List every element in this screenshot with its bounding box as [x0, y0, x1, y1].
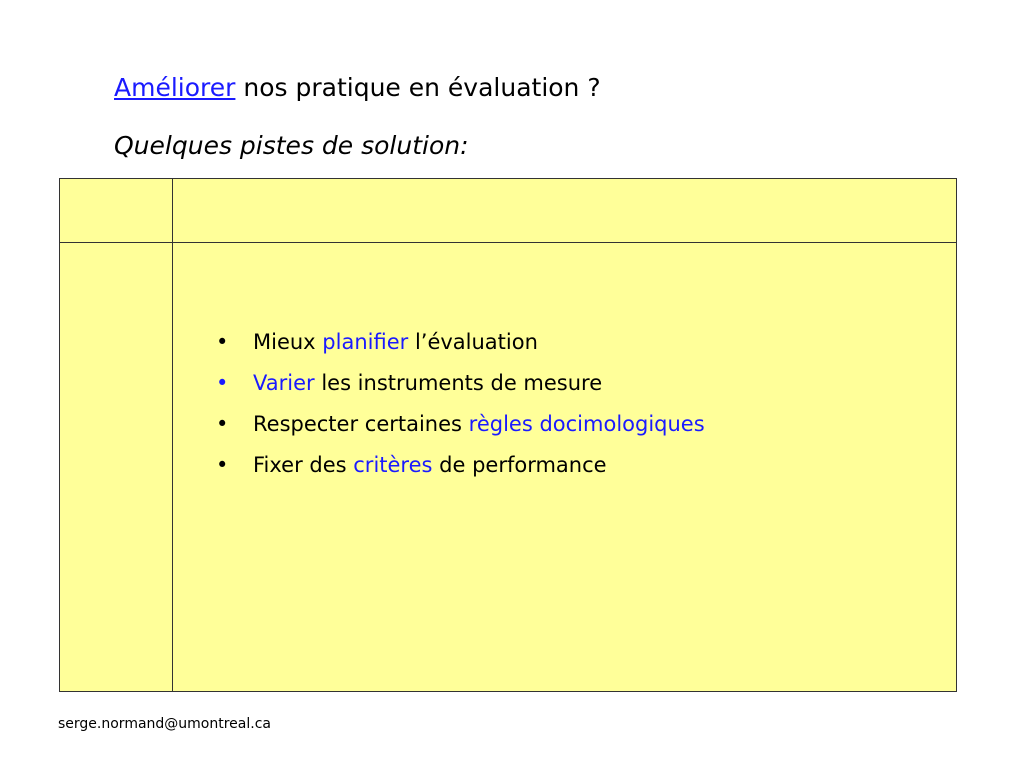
bullet-item: [216, 445, 705, 486]
bullet-text-post: les instruments de mesure: [314, 371, 603, 395]
bullet-icon: •: [216, 371, 229, 395]
bullet-icon: •: [216, 453, 229, 477]
title-link-word[interactable]: Améliorer: [114, 73, 236, 102]
bullet-text-post: l’évaluation: [408, 330, 538, 354]
bullet-icon: •: [216, 330, 229, 354]
title-rest: nos pratique en évaluation ?: [235, 73, 601, 102]
bullet-highlight: planifier: [322, 330, 409, 354]
footer-email: serge.normand@umontreal.ca: [58, 716, 271, 732]
slide-subtitle: Quelques pistes de solution:: [114, 131, 469, 160]
slide-title: [114, 73, 601, 103]
bullet-text-pre: Fixer des: [253, 453, 354, 477]
bullet-highlight: critères: [353, 453, 433, 477]
bullet-item: [216, 363, 705, 404]
bullet-text-pre: Mieux: [253, 330, 323, 354]
table-row-divider: [60, 242, 956, 243]
bullet-list: [216, 322, 705, 486]
bullet-item: [216, 322, 705, 363]
table-column-divider: [172, 179, 173, 691]
bullet-text-pre: Respecter certaines: [253, 412, 469, 436]
bullet-highlight: Varier: [253, 371, 315, 395]
bullet-icon: •: [216, 412, 229, 436]
bullet-text-post: de performance: [432, 453, 607, 477]
bullet-item: [216, 404, 705, 445]
bullet-highlight: règles docimologiques: [468, 412, 705, 436]
